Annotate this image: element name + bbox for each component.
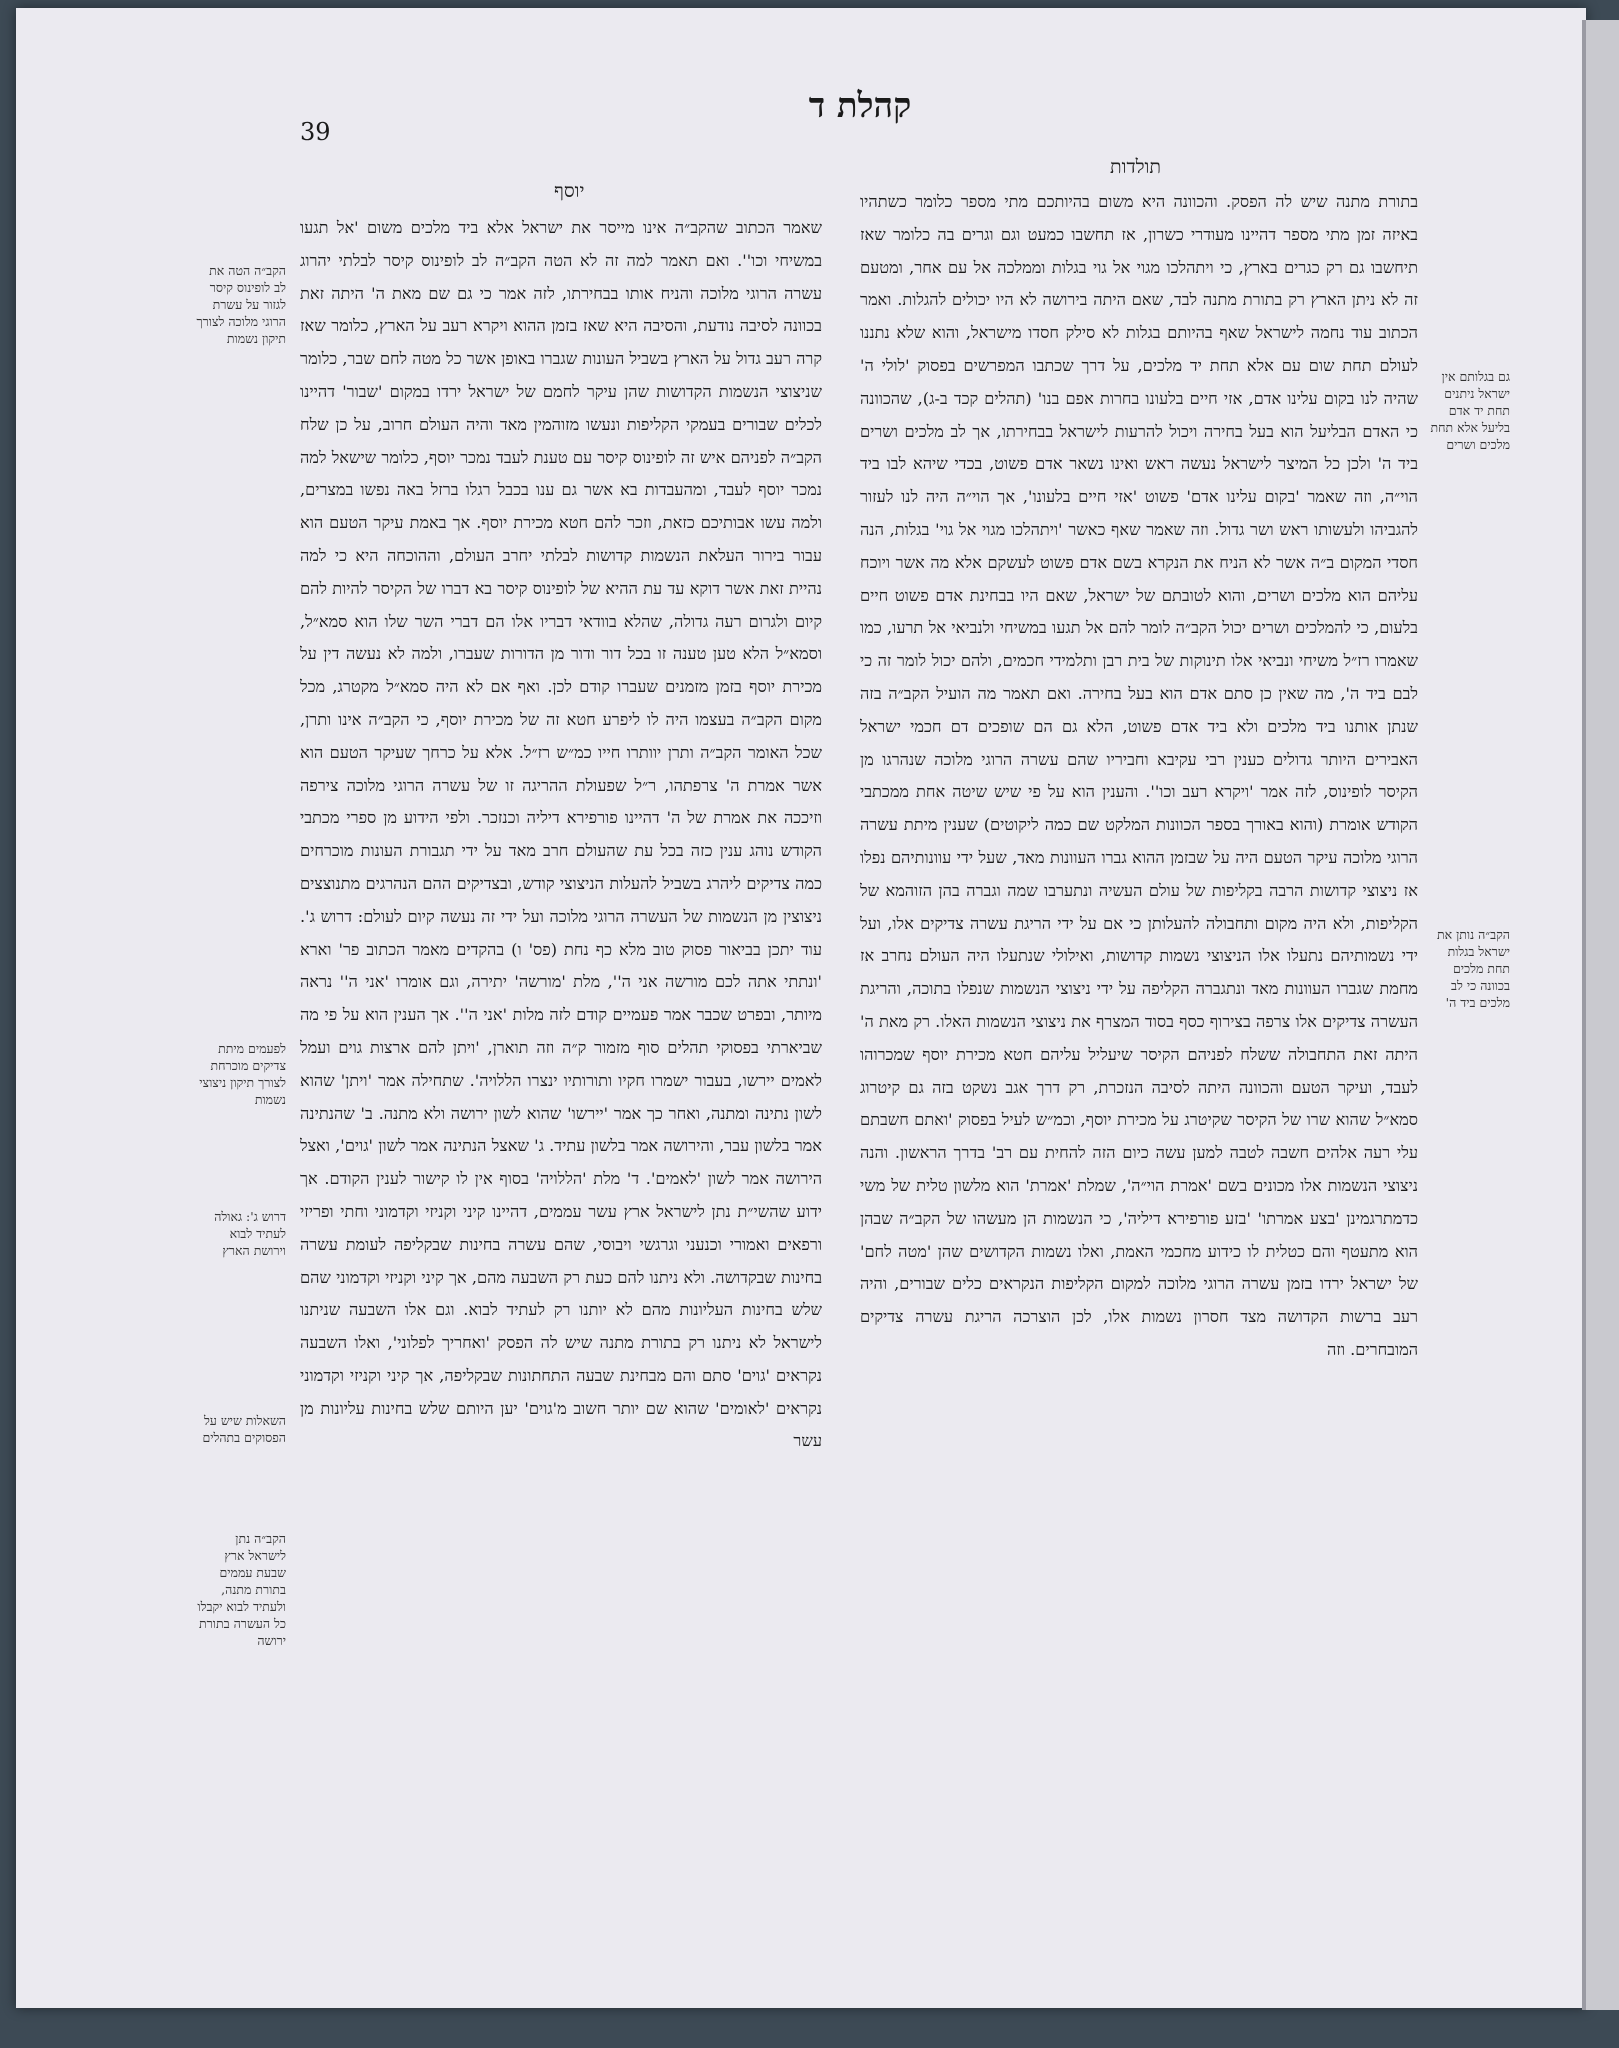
right-column-text: בתורת מתנה שיש לה הפסק. והכוונה היא משום בהיותכם מתי מספר כלומר כשתהיו באיזה זמן מתי מספר דהיינו מעודרי כשרון, אז תחשבו כמעט וגם וגרים בה כלומר שאז תיחשבו גם רק כגרים בארץ, כי ויתהלכו מגוי אל גוי בגלות וממלכה אל עם אחר, ומטעם זה לא ניתן הארץ רק בתורת מתנה לבד, שאם היתה בירושה לא היו יכולים להגלות. ואמר הכתוב עוד נחמה לישראל שאף בהיותם בגלות לא סילק חסדו מישראל, והוא שלא נתננו לעולם תחת שום עם אלא תחת יד מלכים, על דרך שכתבו המפרשים בפסוק 'לולי ה' שהיה לנו בקום עלינו אדם, אזי חיים בלעונו בחרות אפם בנו' (תהלים קכד ב-ג), שהכוונה כי האדם הבליעל הוא בעל בחירה ויכול להרעות לישראל בבחירתו, אך לב מלכים ושרים ביד ה' ולכן כל המיצר לישראל נעשה ראש ואינו נשאר אדם פשוט, בכדי שיהא לבו ביד הוי״ה, וזה שאמר 'בקום עלינו אדם' פשוט 'אזי חיים בלעונו', אך הוי״ה היה לנו לעזור להגביהו ולעשותו ראש ושר גדול. וזה שאמר שאף כאשר 'ויתהלכו מגוי אל גוי' בגלות, הנה חסדי המקום ב״ה אשר לא הניח את הנקרא בשם אדם פשוט לעשקם אלא מה אשר ויוכח עליהם הוא מלכים ושרים, והוא לטובתם של ישראל, שאם היו בבחינת אדם פשוט חיים בלעום, כי להמלכים ושרים יכול הקב״ה לומר להם אל תגעו במשיחי ולנביאי אל תרעו, כמו שאמרו רז״ל משיחי ונביאי אלו תינוקות של בית רבן ותלמידי חכמים, ולהם יכול לומר זה כי לבם ביד ה', מה שאין כן סתם אדם הוא בעל בחירה. ואם תאמר מה הועיל הקב״ה בזה שנתן אותנו ביד מלכים ולא ביד אדם פשוט, הלא גם הם שופכים דם חכמי ישראל האבירים היותר גדולים כענין רבי עקיבא וחביריו שהם עשרה הרוגי מלוכה שנהרגו מן הקיסר לופינוס, לזה אמר 'ויקרא רעב וכו''. והענין הוא על פי שיש שיטה אחת ממכתבי הקודש אומרת (והוא באורך בספר הכוונות המלקט שם כמה ליקוטים) שענין מיתת עשרה הרוגי מלוכה עיקר הטעם היה על שבזמן ההוא גברו העוונות מאד, שעל ידי עוונותיהם נפלו אז ניצוצי קדושות הרבה בקליפות של עולם העשיה ונתערבו שמה וגברה בהן הזוהמא של הקליפות, ולא היה מקום ותחבולה להעלותן כי אם על ידי הריגת עשרה צדיקים אלו, ועל ידי נשמותיהם נתעלו אלו הניצוצי נשמות קדושות, ואילולי שנתעלו היה העולם נחרב אז מחמת שגברו העוונות מאד ונתגברה הקליפה על ידי ניצוצי הנשמות שנפלו בתוכה, והריגת העשרה צדיקים אלו צרפה בצירוף כסף בסוד המצרף את ניצוצי הנשמות האלו. רק מאת ה' היתה זאת התחבולה ששלח לפניהם הקיסר שיעליל עליהם חטא מכירת יוסף שמכרוהו לעבד, ועיקר הטעם והכוונה היתה לסיבה הנזכרת, רק דרך אגב נשקט בזה גם קיטרוג סמא״ל שהוא שרו של הקיסר שקיטרג על מכירת יוסף, וכמ״ש לעיל בפסוק 'ואתם חשבתם עלי רעה אלהים חשבה לטבה למען עשה כיום הזה להחית עם רב' בדרך הראשון. והנה ניצוצי הנשמות אלו מכונים בשם 'אמרת הוי״ה', שמלת 'אמרת' הוא מלשון טלית של משי כדמתרגמינן 'בצע אמרתו' 'בזע פורפירא דיליה', כי הנשמות הן מעשהו של הקב״ה שבהן הוא מתעטף והם כטלית לו כידוע מחכמי האמת, ואלו נשמות הקדושים שהן 'מטה לחם' של ישראל ירדו בזמן עשרה הרוגי מלוכה למקום הקליפות הנקראים כלים שבורים, והיה רעב ברשות הקדושה מצד חסרון נשמות אלו, לכן הוצרכה הריגת עשרה צדיקים המובחרים. וזה [860, 192, 1418, 1359]
margin-note: השאלות שיש על הפסוקים בתהלים [202, 1413, 286, 1445]
margin-note: גם בגלותם אין ישראל ניתנים תחת יד אדם בליעל אלא תחת מלכים ושרים [1430, 369, 1510, 452]
margin-note: לפעמים מיתת צדיקים מוכרחת לצורך תיקון ניצוצי נשמות [199, 1041, 286, 1107]
page-stack-edge [1586, 20, 1619, 2010]
page-title: קהלת ד [808, 86, 912, 126]
left-column-heading: יוסף [554, 180, 585, 202]
right-column-heading: תולדות [1110, 156, 1161, 178]
margin-note: הקב״ה נתן לישראל ארץ שבעת עממים בתורת מתנה, ולעתיד לבוא יקבלו כל העשרה בתורת ירושה [197, 1531, 286, 1648]
left-text-column [300, 212, 822, 1898]
margin-note: דרוש ג': גאולה לעתיד לבוא וירושת הארץ [214, 1209, 286, 1258]
left-column-text: שאמר הכתוב שהקב״ה אינו מייסר את ישראל אלא ביד מלכים משום 'אל תגעו במשיחי וכו''. ואם תאמר למה זה לא הטה הקב״ה לב לופינוס קיסר לבלתי יהרוג עשרה הרוגי מלוכה והניח אותו בבחירתו, לזה אמר כי גם שם מאת ה' היתה זאת בכוונה לסיבה נודעת, והסיבה היא שאז בזמן ההוא ויקרא רעב על הארץ, כלומר שאז קרה רעב גדול על הארץ בשביל העונות שגברו באופן אשר כל מטה לחם שבר, כלומר שניצוצי הנשמות הקדושות שהן עיקר לחמם של ישראל ירדו במקום 'שבור' דהיינו לכלים שבורים בעמקי הקליפות ונעשו מזוהמין מאד והיה העולם חרוב, על כן שלח הקב״ה לפניהם איש זה לופינוס קיסר עם טענת לעבד נמכר יוסף, כלומר שישאל למה נמכר יוסף לעבד, ומהעבדות בא אשר גם ענו בכבל רגלו ברזל באה נפשו במצרים, ולמה עשו אבותיכם כזאת, וזכר להם חטא מכירת יוסף. אך באמת עיקר הטעם הוא עבור בירור העלאת הנשמות קדושות לבלתי יחרב העולם, וההוכחה היא כי למה נהיית זאת אשר דוקא עד עת ההיא של לופינוס קיסר בא דברו של הקיסר להיות להם קיום ולגרום רעה גדולה, שהלא בוודאי דבריו אלו הם דברי השר שלו הוא סמא״ל, וסמא״ל הלא טען טענה זו בכל דור ודור מן הדורות שעברו, ולמה לא נעשה דין על מכירת יוסף בזמן מזמנים שעברו קודם לכן. ואף אם לא היה סמא״ל מקטרג, מכל מקום הקב״ה בעצמו היה לו ליפרע חטא זה של מכירת יוסף, כי הקב״ה אינו ותרן, שכל האומר הקב״ה ותרן יוותרו חייו כמ״ש רז״ל. אלא על כרחך שעיקר הטעם הוא אשר אמרת ה' צרפתהו, ר״ל שפעולת ההריגה זו של עשרה הרוגי מלוכה צירפה וזיככה את אמרת של ה' דהיינו פורפירא דיליה וכנזכר. ולפי הידוע מן ספרי מכתבי הקודש נוהג ענין כזה בכל עת שהעולם חרב מאד על ידי תגבורת העונות מוכרחים כמה צדיקים ליהרג בשביל להעלות הניצוצי קודש, ובצדיקים ההם הנהרגים מתנוצצים ניצוצין מן הנשמות של העשרה הרוגי מלוכה ועל ידי זה נעשה קיום לעולם: דרוש ג'. עוד יתכן בביאור פסוק טוב מלא כף נחת (פס' ו) בהקדים מאמר הכתוב פר' וארא 'ונתתי אתה לכם מורשה אני ה'', מלת 'מורשה' יתירה, וגם אומרו 'אני ה'' נראה מיותר, ובפרט שכבר אמר פעמיים קודם לזה מלות 'אני ה''. אך הענין הוא על פי מה שביארתי בפסוקי תהלים סוף מזמור ק״ה וזה תוארן, 'ויתן להם ארצות גוים ועמל לאמים יירשו, בעבור ישמרו חקיו ותורותיו ינצרו הללויה'. שתחילה אמר 'ויתן' שהוא לשון נתינה ומתנה, ואחר כך אמר 'יירשו' שהוא לשון ירושה ולא מתנה. ב' שהנתינה אמר בלשון עבר, והירושה אמר בלשון עתיד. ג' שאצל הנתינה אמר לשון 'גוים', ואצל הירושה אמר לשון 'לאמים'. ד' מלת 'הללויה' בסוף אין לו קישור לענין הקודם. אך ידוע שהשי״ת נתן לישראל ארץ עשר עממים, דהיינו קיני וקניזי וקדמוני וחתי ופריזי ורפאים ואמורי וכנעני וגרגשי ויבוסי, שהם עשרה בחינות שבקליפה לעומת עשרה בחינות שבקדושה. ולא ניתנו להם כעת רק השבעה מהם, אך קיני וקניזי וקדמוני שהם שלש בחינות העליונות מהם לא יותנו רק לעתיד לבוא. וגם אלו השבעה שניתנו לישראל לא ניתנו רק בתורת מתנה שיש לה הפסק 'ואחריך לפלוני', ואלו השבעה נקראים 'גוים' סתם והם מבחינת שבעה התחתונות שבקליפה, אך קיני וקניזי וקדמוני נקראים 'לאומים' שהוא שם יותר חשוב מ'גוים' יען היותם שלש בחינות עליונות מן עשר [300, 218, 822, 1451]
margin-note: הקב״ה נותן את ישראל בגלות תחת מלכים בכוונה כי לב מלכים ביד ה' [1437, 927, 1510, 1010]
margin-note: הקב״ה הטה את לב לופינוס קיסר לגזור על עשרת הרוגי מלוכה לצורך תיקון נשמות [196, 263, 286, 346]
page-number: 39 [300, 118, 331, 146]
right-text-column [860, 186, 1418, 1904]
